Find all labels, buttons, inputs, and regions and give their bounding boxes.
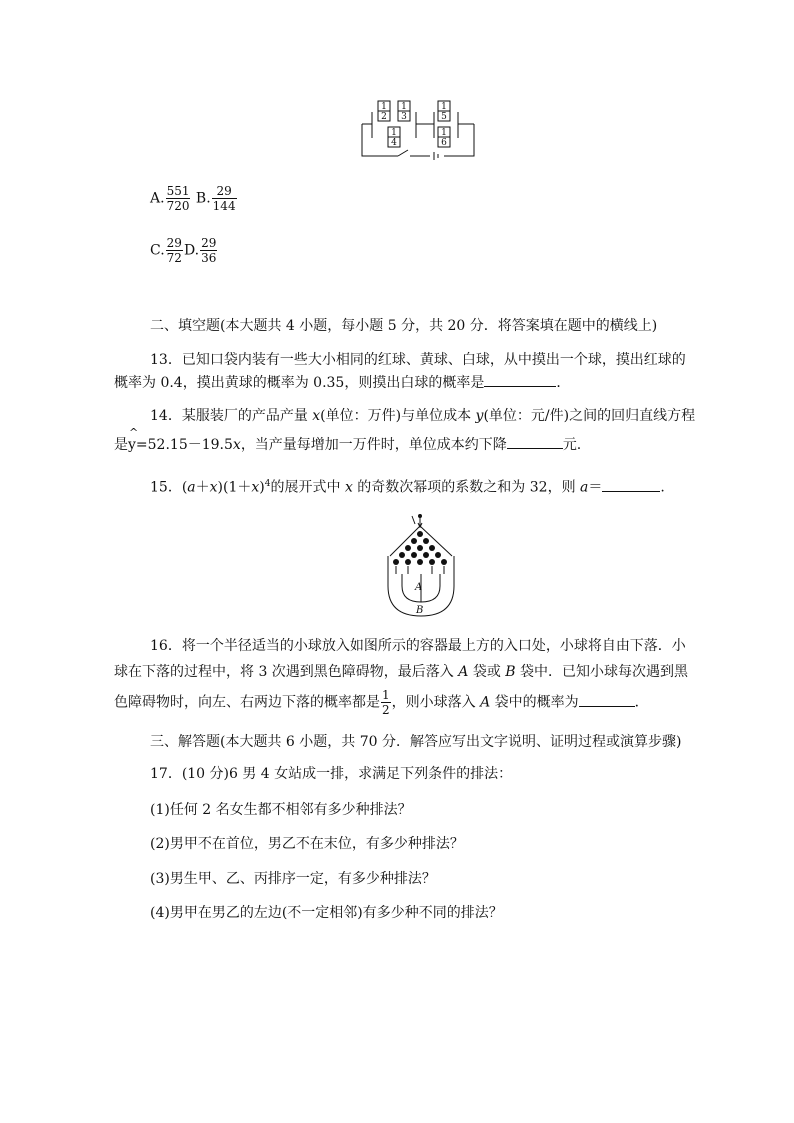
q17-stem: 17．(10 分)6 男 4 女站成一排，求满足下列条件的排法： bbox=[150, 766, 513, 782]
q12-options-ab bbox=[150, 184, 238, 213]
y-hat: ^ y bbox=[128, 426, 139, 453]
q12-options-cd bbox=[150, 236, 218, 265]
switch-4-bottom: 5 bbox=[441, 112, 447, 122]
q17-part-2: (2)男甲不在首位，男乙不在末位，有多少种排法？ bbox=[150, 836, 464, 852]
section-3-heading: 三、解答题(本大题共 6 小题，共 70 分．解答应写出文字说明、证明过程或演算步骤) bbox=[150, 734, 682, 750]
switch-5-bottom: 6 bbox=[441, 138, 447, 148]
obstacle-pegs bbox=[393, 531, 447, 565]
option-d-fraction: $\frac{29}{36}$ bbox=[201, 236, 217, 265]
circuit-figure bbox=[358, 98, 478, 160]
section-2-heading: 二、填空题(本大题共 4 小题，每小题 5 分，共 20 分．将答案填在题中的横线上) bbox=[150, 318, 658, 334]
q16-answer-blank[interactable] bbox=[579, 692, 635, 707]
bag-b-label: B bbox=[416, 605, 424, 616]
q16-line-1: 16．将一个半径适当的小球放入如图所示的容器最上方的入口处，小球将自由下落．小 bbox=[150, 638, 686, 654]
q16-line-3: 色障碍物时，向左、右两边下落的概率都是 $\frac{1}{2}$ ，则小球落入 A 袋中的概率为 ． bbox=[114, 688, 649, 717]
switch-1-bottom: 2 bbox=[381, 112, 387, 122]
option-a-fraction: $\frac{551}{720}$ bbox=[166, 184, 190, 213]
switch-2-top: 1 bbox=[401, 102, 407, 112]
switch-3-top: 1 bbox=[391, 128, 397, 138]
q17-part-3: (3)男生甲、乙、丙排序一定，有多少种排法？ bbox=[150, 871, 436, 887]
option-c-label: C. bbox=[150, 242, 165, 259]
q13-answer-blank[interactable] bbox=[484, 372, 556, 387]
one-half-fraction: $\frac{1}{2}$ bbox=[382, 688, 390, 717]
q13-line-1: 13．已知口袋内装有一些大小相同的红球、黄球、白球，从中摸出一个球，摸出红球的 bbox=[150, 352, 686, 368]
q17-part-1: (1)任何 2 名女生都不相邻有多少种排法？ bbox=[150, 802, 412, 818]
q14-answer-blank[interactable] bbox=[507, 434, 563, 449]
q13-line-2: 概率为 0.4，摸出黄球的概率为 0.35，则摸出白球的概率是 ． bbox=[114, 372, 570, 393]
q14-line-1: 14．某服装厂的产品产量 x(单位：万件)与单位成本 y(单位：元/件)之间的回归直线方程 bbox=[150, 408, 696, 424]
q14-line-2: 是 ^ y=52.15－19.5x，当产量每增加一万件时，单位成本约下降 元. bbox=[114, 426, 582, 453]
option-b-label: B. bbox=[195, 190, 211, 207]
switch-3-bottom: 4 bbox=[391, 138, 397, 148]
switch-5-top: 1 bbox=[441, 128, 447, 138]
switch-2-bottom: 3 bbox=[401, 112, 407, 122]
option-c-fraction: $\frac{29}{72}$ bbox=[166, 236, 182, 265]
q17-part-4: (4)男甲在男乙的左边(不一定相邻)有多少种不同的排法？ bbox=[150, 905, 503, 921]
q15-line: 15．$(a+x)(1+x)^4$的展开式中 x 的奇数次幂项的系数之和为 32，则 a＝ . bbox=[150, 474, 665, 498]
option-b-fraction: $\frac{29}{144}$ bbox=[212, 184, 236, 213]
option-d-label: D. bbox=[183, 242, 200, 259]
galton-board-figure bbox=[382, 512, 464, 620]
q15-answer-blank[interactable] bbox=[602, 477, 660, 492]
switch-1-top: 1 bbox=[381, 102, 387, 112]
q16-line-2: 球在下落的过程中，将 3 次遇到黑色障碍物，最后落入 A 袋或 B 袋中．已知小球每次遇到黑 bbox=[114, 664, 689, 680]
switch-4-top: 1 bbox=[441, 102, 447, 112]
option-a-label: A. bbox=[150, 190, 165, 207]
bag-a-label: A bbox=[415, 582, 423, 593]
